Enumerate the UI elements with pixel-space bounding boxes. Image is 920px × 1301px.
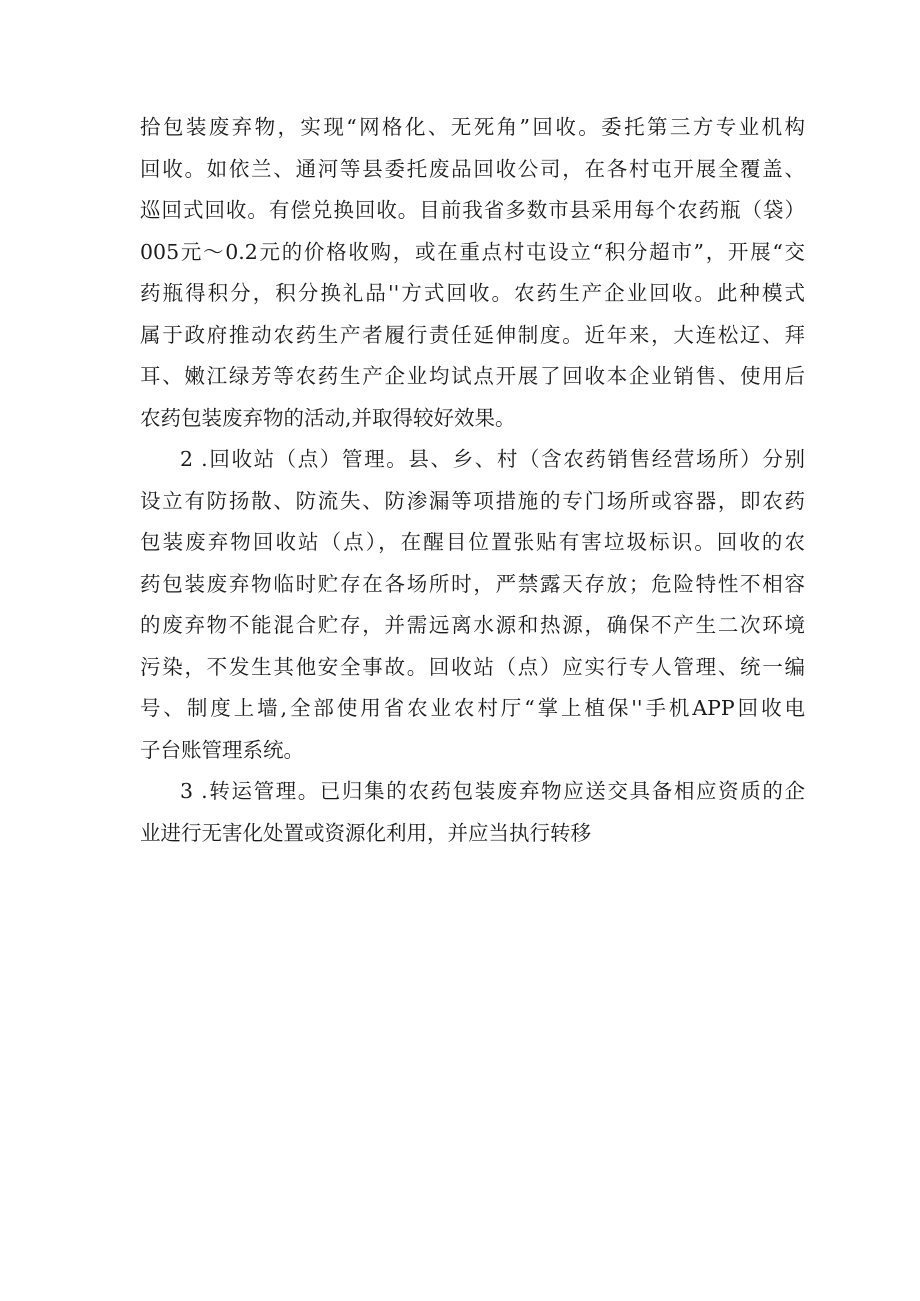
text-line: 号、制度上墙,全部使用省农业农村厅“掌上植保''手机APP回收电 — [140, 696, 805, 720]
document-body — [140, 107, 805, 854]
text-line: 的废弃物不能混合贮存，并需远离水源和热源，确保不产生二次环境 — [140, 613, 805, 637]
paragraph-collection-methods — [140, 107, 805, 439]
text-line: 耳、嫩江绿芳等农药生产企业均试点开展了回收本企业销售、使用后 — [140, 364, 805, 388]
text-line: 药瓶得积分，积分换礼品''方式回收。农药生产企业回收。此种模式 — [140, 281, 805, 305]
text-line: 包装废弃物回收站（点），在醒目位置张贴有害垃圾标识。回收的农 — [140, 530, 805, 554]
text-line: 2 .回收站（点）管理。县、乡、村（含农药销售经营场所）分别 — [180, 447, 805, 471]
text-line: 农药包装废弃物的活动,并取得较好效果。 — [140, 405, 516, 430]
paragraph-transfer-management — [140, 771, 805, 854]
text-line: 子台账管理系统。 — [140, 737, 304, 762]
text-line: 005元～0.2元的价格收购，或在重点村屯设立“积分超市”，开展“交 — [140, 239, 805, 264]
text-line: 3 .转运管理。已归集的农药包装废弃物应送交具备相应资质的企 — [180, 779, 805, 803]
text-line: 药包装废弃物临时贮存在各场所时，严禁露天存放；危险特性不相容 — [140, 571, 805, 596]
paragraph-station-management — [140, 439, 805, 771]
text-line: 巡回式回收。有偿兑换回收。目前我省多数市县采用每个农药瓶（袋） — [140, 198, 805, 222]
text-line: 回收。如依兰、通河等县委托废品回收公司，在各村屯开展全覆盖、 — [140, 156, 805, 181]
text-line: 拾包装废弃物，实现“网格化、无死角”回收。委托第三方专业机构 — [140, 115, 805, 139]
text-line: 业进行无害化处置或资源化利用，并应当执行转移 — [140, 820, 591, 845]
text-line: 设立有防扬散、防流失、防渗漏等项措施的专门场所或容器，即农药 — [140, 488, 805, 513]
text-line: 污染，不发生其他安全事故。回收站（点）应实行专人管理、统一编 — [140, 654, 805, 679]
text-line: 属于政府推动农药生产者履行责任延伸制度。近年来，大连松辽、拜 — [140, 322, 805, 347]
